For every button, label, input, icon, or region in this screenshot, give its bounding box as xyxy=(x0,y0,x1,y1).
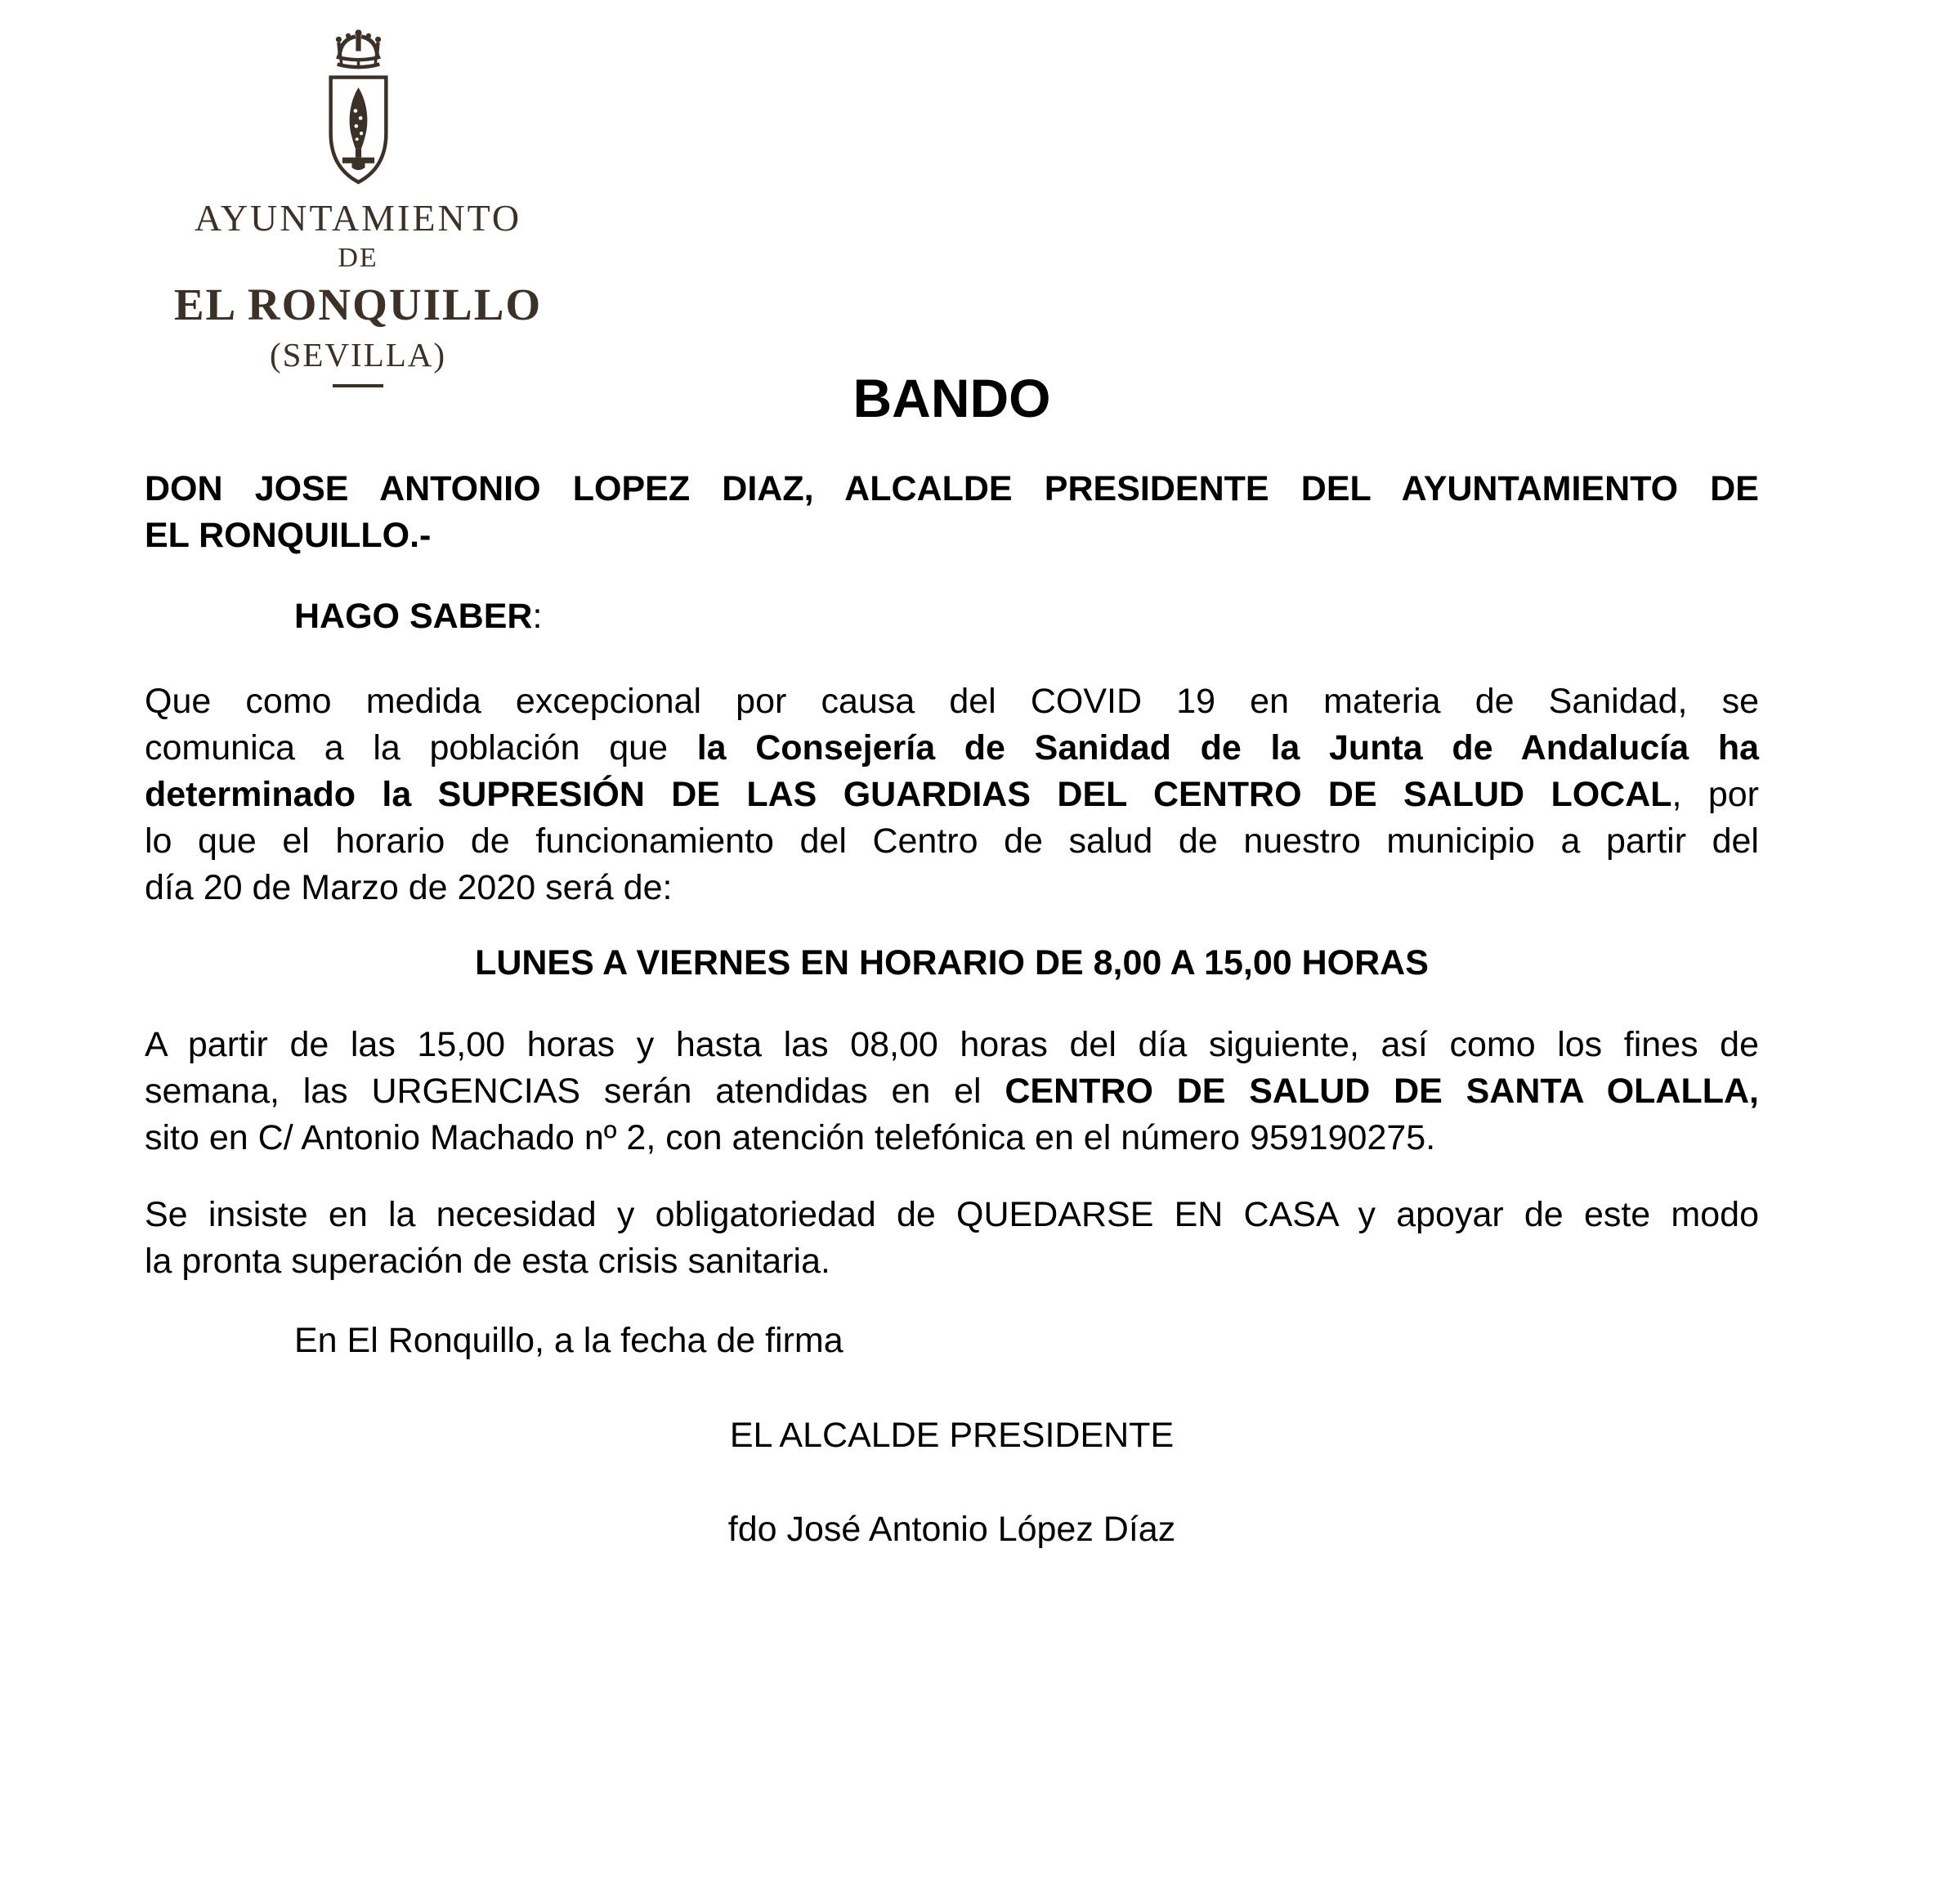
header-logo xyxy=(145,28,571,387)
municipality-name: EL RONQUILLO xyxy=(173,280,543,329)
signature-name: fdo José Antonio López Díaz xyxy=(727,1510,1176,1549)
body-paragraph-3: Se insiste en la necesidad y obligatoriedad de QUEDARSE EN CASA y apoyar de este modo la pronta superación de esta crisis sanitaria. xyxy=(145,1195,1759,1281)
place-date-line: En El Ronquillo, a la fecha de firma xyxy=(294,1321,844,1360)
document-title: BANDO xyxy=(852,368,1051,428)
province-name: (SEVILLA) xyxy=(269,336,447,374)
intro-paragraph: DON JOSE ANTONIO LOPEZ DIAZ, ALCALDE PRESIDENTE DEL AYUNTAMIENTO DE EL RONQUILLO.- xyxy=(145,469,1759,555)
body-paragraph-1: Que como medida excepcional por causa del COVID 19 en materia de Sanidad, se comunica a la población que la Consejería de Sanidad de la Junta de Andalucía ha determinado la SUPRESIÓN DE LAS GUARDIAS DEL CENTRO DE SALUD LOCAL, por lo que el horario de funcionamiento del Centro de salud de nuestro municipio a partir del día 20 de Marzo de 2020 será de: xyxy=(145,682,1760,907)
signature-title: EL ALCALDE PRESIDENTE xyxy=(729,1416,1175,1455)
schedule-line: LUNES A VIERNES EN HORARIO DE 8,00 A 15,00 HORAS xyxy=(475,943,1429,982)
hago-saber-line: HAGO SABER: xyxy=(294,597,543,636)
organization-name-line1: AYUNTAMIENTO xyxy=(194,197,522,239)
body-paragraph-2: A partir de las 15,00 horas y hasta las 08,00 horas del día siguiente, así como los fines de semana, las URGENCIAS serán atendidas en el CENTRO DE SALUD DE SANTA OLALLA, sito en C/ Antonio Machado nº 2, con atención telefónica en el número 959190275. xyxy=(145,1025,1760,1157)
coat-of-arms-icon xyxy=(320,28,397,188)
organization-name-line2: DE xyxy=(338,243,378,273)
